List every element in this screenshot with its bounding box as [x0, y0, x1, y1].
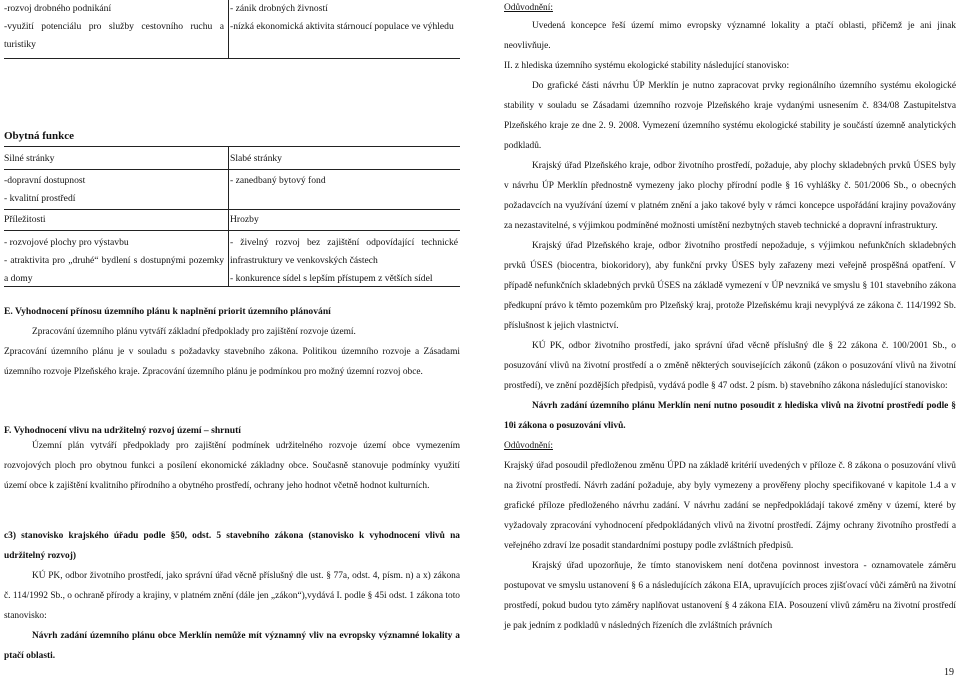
section-e-paragraph: Zpracování územního plánu vytváří základní předpoklady pro zajištění rozvoje území. — [32, 327, 356, 337]
threats-text: - živelný rozvoj bez zajištění odpovídající technické infrastruktury ve venkovských částech - konkurence sídel s lepším přístupem z větších sídel — [230, 237, 458, 284]
swot-border — [4, 230, 460, 231]
weaknesses-label: Slabé stránky — [230, 153, 282, 164]
strengths-text: -dopravní dostupnost - kvalitní prostředí — [4, 175, 86, 204]
justification-paragraph: Krajský úřad posoudil předloženou změnu ÚPD na základě kritérií uvedených v příloze č. 8 zákona o posuzování vlivů na životní prostředí. Návrh zadání požaduje, aby byly vymezeny a prověřeny plochy specifikované v kapitole 1.4 a v grafické příloze předloženého návrhu zadání. V návrhu zadání se nepředpokládají takové změny v území, které by vyžadovaly zpracování vyhodnocení předpokládaných vlivů na životní prostředí. Zájmy ochrany životního prostředí a veřejného zdraví lze posadit standardními postupy podle zvláštních předpisů. — [504, 461, 956, 551]
weaknesses-text: - zanedbaný bytový fond — [230, 175, 326, 186]
section-ii-title: II. z hlediska územního systému ekologické stability následující stanovisko: — [504, 61, 790, 71]
section-title: Obytná funkce — [4, 130, 74, 142]
justification-label: Odůvodnění: — [504, 3, 553, 13]
swot-border-top — [4, 146, 460, 147]
right-column — [504, 0, 956, 682]
section-ii-paragraph: Do grafické části návrhu ÚP Merklín je nutno zapracovat prvky regionálního územního systému ekologické stability v souladu se Zásadami územního rozvoje Plzeňského kraje vydanými usnesením č. 834/08 Zastupitelstva Plzeňského kraje ze dne 2. 9. 2008. Vymezení územního systému ekologické stability je součástí územně analytických podkladů. — [504, 81, 956, 151]
section-c3-paragraph: KÚ PK, odbor životního prostředí, jako správní úřad věcně příslušný dle ust. § 77a, odst. 4, písm. n) a x) zákona č. 114/1992 Sb., o ochraně přírody a krajiny, v platném znění (dále jen „zákon“),vydává I. podle § 45i odst. 1 zákona toto stanovisko: — [4, 571, 460, 621]
table-divider — [228, 0, 229, 58]
swot-border-bottom — [4, 286, 460, 287]
section-f-paragraph: Územní plán vytváří předpoklady pro zajištění podmínek udržitelného rozvoje území obce vymezením rozvojových ploch pro obytnou funkci a posílení ekonomické základny obce. Současně stanovuje podmínky využití území obce k zajištění kvalitního přírodního a obytného prostředí, ochrany jeho hodnot včetně hodnot kulturních. — [4, 441, 460, 491]
section-c3-statement: Návrh zadání územního plánu obce Merklín nemůže mít významný vliv na evropsky významné lokality a ptačí oblasti. — [4, 631, 460, 661]
section-c3-title: c3) stanovisko krajského úřadu podle §50, odst. 5 stavebního zákona (stanovisko k vyhodnocení vlivů na udržitelný rozvoj) — [4, 531, 460, 561]
threats-label: Hrozby — [230, 214, 259, 225]
section-f-title: F. Vyhodnocení vlivu na udržitelný rozvoj území – shrnutí — [4, 425, 241, 436]
justification-text: Uvedená koncepce řeší území mimo evropsky významné lokality a ptačí oblasti, přičemž je ani jinak neovlivňuje. — [504, 21, 956, 51]
table-border — [4, 58, 460, 59]
left-column — [4, 0, 460, 682]
swot-border — [4, 209, 460, 210]
section-ii-paragraph: KÚ PK, odbor životního prostředí, jako správní úřad věcně příslušný dle § 22 zákona č. 100/2001 Sb., o posuzování vlivů na životní prostředí a o změně některých souvisejících zákonů (zákon o posuzování vlivů na životní prostředí), ve znění pozdějších předpisů, vydává podle § 47 odst. 2 písm. b) stavebního zákona následující stanovisko: — [504, 341, 956, 391]
swot-divider — [228, 146, 229, 286]
section-ii-paragraph: Krajský úřad Plzeňského kraje, odbor životního prostředí, požaduje, aby plochy skladebných prvků ÚSES byly v návrhu ÚP Merklín přednostně vymezeny jako plochy přírodní podle § 16 vyhlášky č. 501/2006 Sb., o obecných požadavcích na využívání území v platném znění a jako takové byly v rámci koncepce uspořádání krajiny považovány za nezastavitelné, s výjimkou podmíněné možnosti umístění nezbytných staveb technické a dopravní infrastruktury. — [504, 161, 956, 231]
opportunities-text: - rozvojové plochy pro výstavbu - atraktivita pro „druhé“ bydlení s dostupnými pozemky a domy — [4, 237, 224, 284]
page-number: 19 — [944, 667, 954, 678]
opportunities-label: Příležitosti — [4, 214, 46, 225]
justification-paragraph: Krajský úřad upozorňuje, že tímto stanoviskem není dotčena povinnost investora - oznamovatele záměru postupovat ve smyslu ustanovení § 6 a následujících zákona EIA, upravujících proces zjišťovací vůči záměrů na životní prostředí, pokud budou tyto záměry naplňovat ustanovení § 4 zákona EIA. Posouzení vlivů záměru na životní prostředí je pak jedním z podkladů v následných řízeních dle zvláštních právních — [504, 561, 956, 631]
section-e-title: E. Vyhodnocení přínosu územního plánu k naplnění priorit územního plánování — [4, 306, 331, 317]
section-ii-paragraph: Krajský úřad Plzeňského kraje, odbor životního prostředí nepožaduje, s výjimkou nefunkčních skladebných prvků ÚSES (biocentra, biokoridory), aby funkční prvky ÚSES byly zařazeny mezi veřejně prospěšná opatření. V případě nefunkčních skladebných prvků ÚSES na základě vymezení v ÚP nevzniká ve smyslu § 101 stavebního zákona předkupní právo k těmto pozemkům pro Plzeňský kraj, protože Plzeňskému kraji nevyplývá ze zákona č. 114/1992 Sb. příslušnost k jejich vlastnictví. — [504, 241, 956, 331]
strengths-label: Silné stránky — [4, 153, 55, 164]
section-e-paragraph: Zpracování územního plánu je v souladu s požadavky stavebního zákona. Politikou územního rozvoje a Zásadami územního rozvoje Plzeňského kraje. Zpracování územního plánu je podmínkou pro možný územní rozvoj obce. — [4, 347, 460, 377]
section-ii-statement: Návrh zadání územního plánu Merklín není nutno posoudit z hlediska vlivů na životní prostředí podle § 10i zákona o posuzování vlivů. — [504, 401, 956, 431]
top-table-cell-left: -rozvoj drobného podnikání -využití potenciálu pro služby cestovního ruchu a turistiky — [4, 3, 224, 50]
justification-label: Odůvodnění: — [504, 441, 553, 451]
top-table-cell-right: - zánik drobných živností -nízká ekonomická aktivita stárnoucí populace ve výhledu — [230, 3, 454, 32]
swot-border — [4, 169, 460, 170]
